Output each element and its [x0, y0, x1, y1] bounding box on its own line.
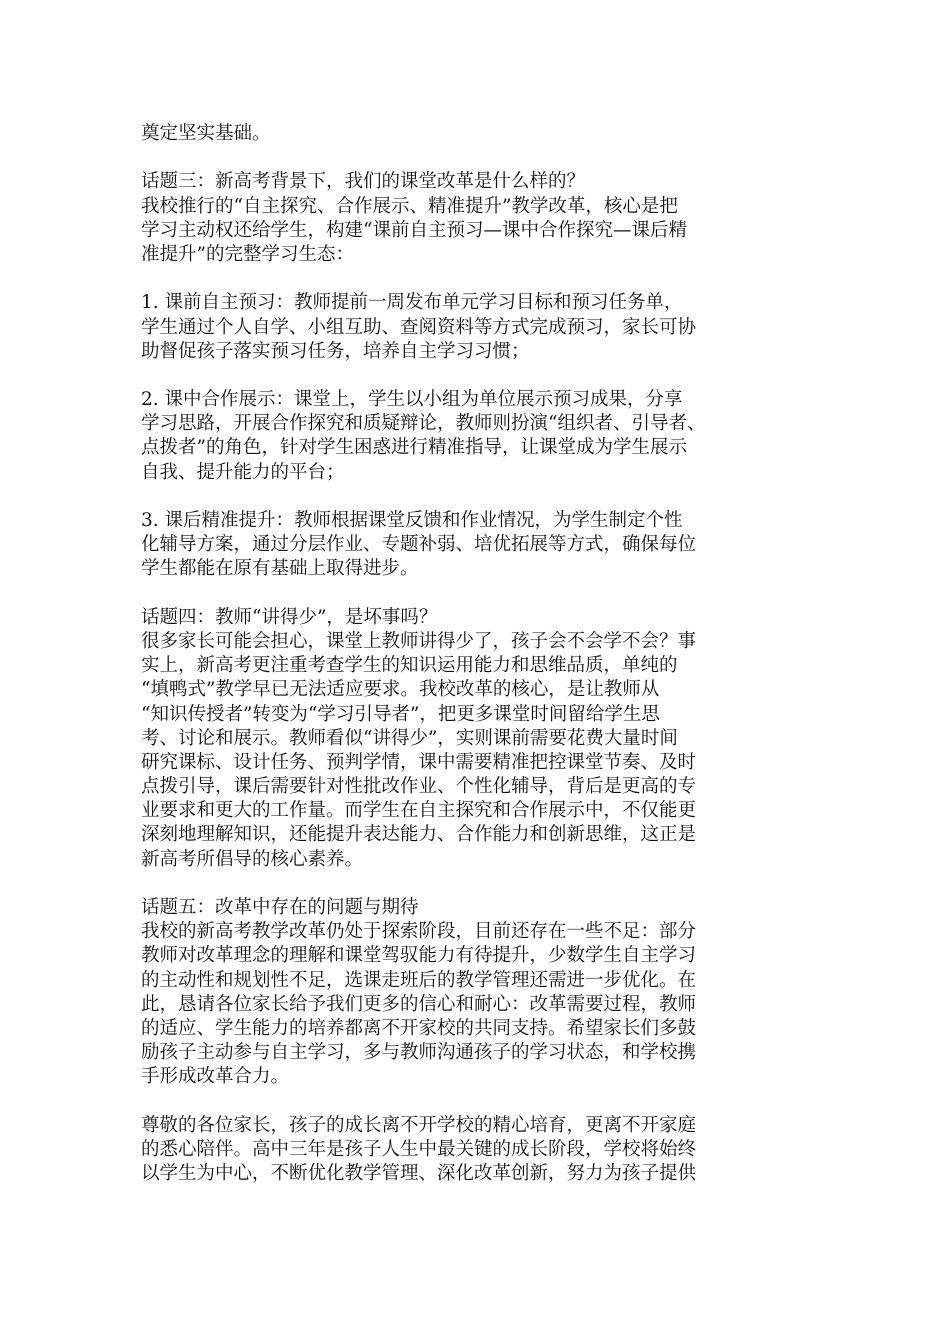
paragraph-gap: [141, 872, 831, 896]
text-line: 话题五：改革中存在的问题与期待: [141, 897, 419, 918]
text-line: 助督促孩子落实预习任务，培养自主学习习惯；: [141, 340, 530, 362]
text-line: 的适应、学生能力的培养都离不开家校的共同支持。希望家长们多鼓: [141, 1017, 697, 1039]
text-line: 话题三：新高考背景下，我们的课堂改革是什么样的？: [141, 171, 586, 193]
text-line: 手形成改革合力。: [141, 1066, 290, 1088]
text-line: 新高考所倡导的核心素养。: [141, 848, 364, 870]
text-line: 实上，新高考更注重考查学生的知识运用能力和思维品质，单纯的: [141, 655, 678, 677]
paragraph-gap: [141, 582, 831, 606]
text-line: 2. 课中合作展示：课堂上，学生以小组为单位展示预习成果，分享: [141, 389, 683, 411]
text-line: 学习主动权还给学生，构建“课前自主预习—课中合作探究—课后精: [141, 219, 687, 241]
text-line: 1. 课前自主预习：教师提前一周发布单元学习目标和预习任务单，: [141, 292, 683, 314]
paragraph-gap: [141, 146, 831, 170]
text-line: 励孩子主动参与自主学习，多与教师沟通孩子的学习状态，和学校携: [141, 1042, 697, 1064]
text-line: 我校推行的“自主探究、合作展示、精准提升”教学改革，核心是把: [141, 195, 678, 217]
text-line: “填鸭式”教学早已无法适应要求。我校改革的核心，是让教师从: [141, 679, 660, 701]
text-line: 业要求和更大的工作量。而学生在自主探究和合作展示中，不仅能更: [141, 800, 697, 822]
paragraph-gap: [141, 364, 831, 388]
text-line: 奠定坚实基础。: [141, 123, 271, 144]
text-line: 3. 课后精准提升：教师根据课堂反馈和作业情况，为学生制定个性: [141, 510, 683, 531]
text-line: 学生都能在原有基础上取得进步。: [141, 558, 419, 580]
document-body: [141, 122, 831, 1186]
paragraph-gap: [141, 485, 831, 509]
text-line: 的悉心陪伴。高中三年是孩子人生中最关键的成长阶段，学校将始终: [141, 1138, 697, 1160]
text-line: 我校的新高考教学改革仍处于探索阶段，目前还存在一些不足：部分: [141, 921, 697, 943]
text-line: 化辅导方案，通过分层作业、专题补弱、培优拓展等方式，确保每位: [141, 534, 697, 556]
text-line: 此，恳请各位家长给予我们更多的信心和耐心：改革需要过程，教师: [141, 993, 697, 1015]
paragraph-gap: [141, 267, 831, 291]
text-line: 考、讨论和展示。教师看似“讲得少”，实则课前需要花费大量时间: [141, 727, 678, 749]
text-line: 学生通过个人自学、小组互助、查阅资料等方式完成预习，家长可协: [141, 316, 697, 338]
text-line: 以学生为中心，不断优化教学管理、深化改革创新，努力为孩子提供: [141, 1163, 697, 1185]
text-line: 教师对改革理念的理解和课堂驾驭能力有待提升，少数学生自主学习: [141, 945, 697, 967]
text-line: 尊敬的各位家长，孩子的成长离不开学校的精心培育，更离不开家庭: [141, 1114, 697, 1136]
text-line: 点拨者”的角色，针对学生困惑进行精准指导，让课堂成为学生展示: [141, 437, 687, 459]
text-line: “知识传授者”转变为“学习引导者”，把更多课堂时间留给学生思: [141, 703, 660, 725]
text-line: 深刻地理解知识，还能提升表达能力、合作能力和创新思维，这正是: [141, 824, 697, 846]
text-line: 自我、提升能力的平台；: [141, 461, 345, 483]
text-line: 研究课标、设计任务、预判学情，课中需要精准把控课堂节奏、及时: [141, 751, 697, 773]
paragraph-gap: [141, 1090, 831, 1114]
text-line: 很多家长可能会担心，课堂上教师讲得少了，孩子会不会学不会？事: [141, 630, 697, 652]
text-line: 话题四：教师“讲得少”，是坏事吗？: [141, 606, 438, 628]
text-line: 点拨引导，课后需要针对性批改作业、个性化辅导，背后是更高的专: [141, 776, 697, 798]
text-line: 准提升”的完整学习生态：: [141, 243, 354, 265]
text-line: 的主动性和规划性不足，选课走班后的教学管理还需进一步优化。在: [141, 969, 697, 991]
text-line: 学习思路，开展合作探究和质疑辩论，教师则扮演“组织者、引导者、: [141, 413, 706, 435]
